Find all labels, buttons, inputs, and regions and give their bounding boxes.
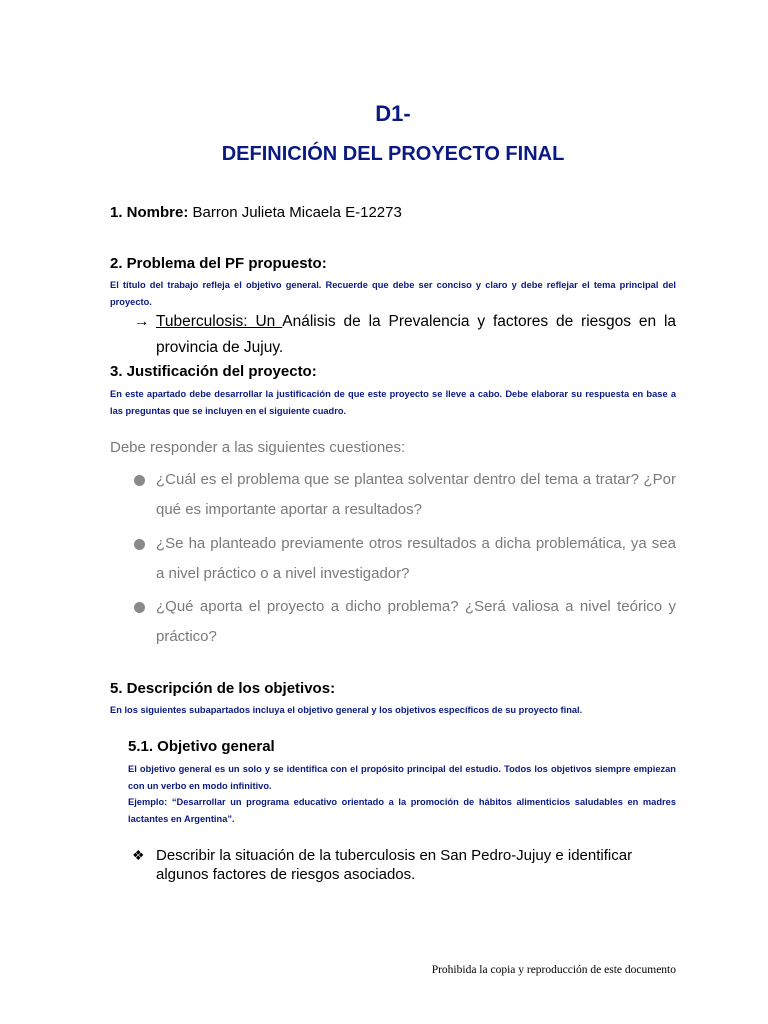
bullet-dot-icon bbox=[134, 602, 145, 613]
question-text: ¿Se ha planteado previamente otros resultados a dicha problemática, ya sea a nivel práctico o a nivel investigador? bbox=[156, 535, 676, 582]
general-objective-example: Ejemplo: “Desarrollar un programa educativo orientado a la promoción de hábitos alimenticios saludables en madres lactantes en Argentina”. bbox=[128, 797, 676, 824]
question-item bbox=[134, 465, 676, 525]
justification-note: En este apartado debe desarrollar la justificación de que este proyecto se lleve a cabo. Debe elaborar su respuesta en base a las preguntas que se incluyen en el siguiente cuadro. bbox=[110, 389, 676, 416]
question-item bbox=[134, 529, 676, 589]
questions-intro: Debe responder a las siguientes cuestiones: bbox=[110, 439, 406, 456]
project-title-rest: Análisis de la Prevalencia y factores de riesgos en la provincia de Jujuy. bbox=[156, 313, 677, 356]
question-text: ¿Cuál es el problema que se plantea solventar dentro del tema a tratar? ¿Por qué es importante aportar a resultados? bbox=[156, 471, 676, 518]
general-objective-note: El objetivo general es un solo y se identifica con el propósito principal del estudio. Todos los objetivos siempre empiezan con un verbo en modo infinitivo. bbox=[128, 764, 676, 791]
objectives-note: En los siguientes subapartados incluya el objetivo general y los objetivos específicos de su proyecto final. bbox=[110, 705, 583, 715]
name-label: 1. Nombre: bbox=[110, 204, 189, 221]
bullet-dot-icon bbox=[134, 475, 145, 486]
general-objective-item bbox=[132, 846, 680, 884]
name-value: Barron Julieta Micaela E-12273 bbox=[192, 204, 402, 221]
arrow-right-icon: → bbox=[134, 313, 150, 330]
diamond-bullet-icon: ❖ bbox=[132, 847, 145, 863]
problem-note: El título del trabajo refleja el objetivo general. Recuerde que debe ser conciso y claro y debe reflejar el tema principal del proyecto. bbox=[110, 280, 676, 307]
project-title-text bbox=[156, 309, 676, 361]
general-objective-text: Describir la situación de la tuberculosis en San Pedro-Jujuy e identificar algunos factores de riesgos asociados. bbox=[156, 847, 633, 883]
document-title: DEFINICIÓN DEL PROYECTO FINAL bbox=[221, 143, 565, 165]
justification-heading: 3. Justificación del proyecto: bbox=[110, 363, 317, 380]
project-title-underlined: Tuberculosis: Un bbox=[156, 313, 283, 330]
objectives-heading: 5. Descripción de los objetivos: bbox=[110, 680, 336, 697]
document-code: D1- bbox=[375, 101, 411, 126]
problem-heading: 2. Problema del PF propuesto: bbox=[110, 255, 327, 272]
project-title-item bbox=[134, 309, 676, 361]
general-objective-heading: 5.1. Objetivo general bbox=[128, 738, 275, 755]
bullet-dot-icon bbox=[134, 539, 145, 550]
footer-notice: Prohibida la copia y reproducción de este documento bbox=[431, 964, 676, 976]
question-item bbox=[134, 592, 676, 652]
question-text: ¿Qué aporta el proyecto a dicho problema? ¿Será valiosa a nivel teórico y práctico? bbox=[156, 598, 676, 645]
name-field bbox=[110, 204, 676, 221]
